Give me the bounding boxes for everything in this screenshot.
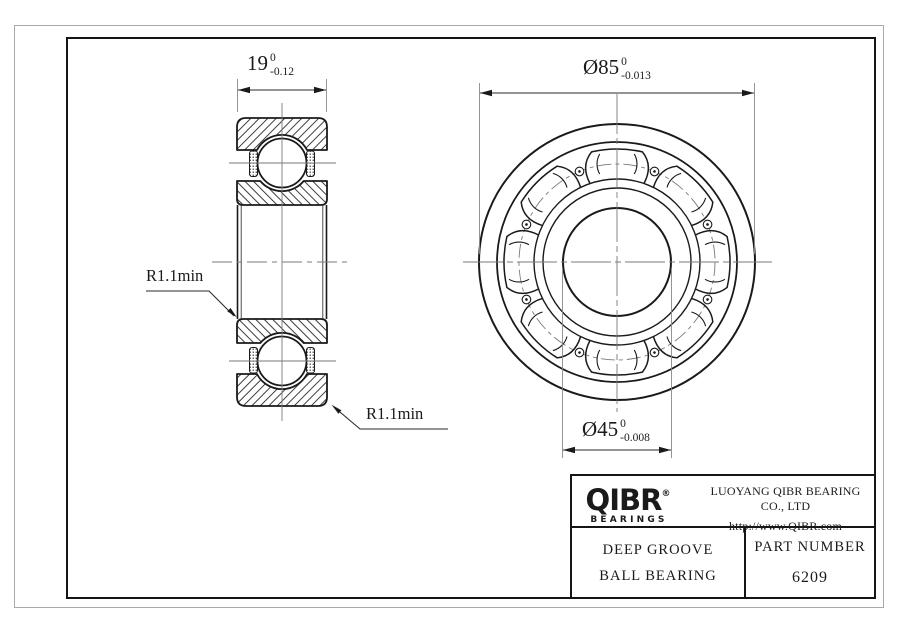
company-logo xyxy=(582,481,674,525)
company-info xyxy=(700,484,871,534)
radius-label-bottom: R1.1min xyxy=(366,404,424,423)
part-number-value: 6209 xyxy=(792,568,828,586)
front-view xyxy=(463,94,772,412)
dimension-width-tolerance: 0 -0.12 xyxy=(270,52,294,78)
product-name-line1: DEEP GROOVE xyxy=(602,541,714,558)
leader-radius-top xyxy=(146,291,237,317)
company-name: LUOYANG QIBR BEARING CO., LTD xyxy=(710,484,861,513)
cross-section-view xyxy=(212,103,352,421)
logo-subtext: BEARINGS xyxy=(590,515,668,525)
logo-text: QIBR xyxy=(585,483,662,517)
dimension-bore-diameter-text xyxy=(582,418,650,444)
company-website: http://www.QIBR.com xyxy=(728,519,843,533)
part-number-label: PART NUMBER xyxy=(754,538,866,555)
part-number-cell xyxy=(744,528,874,597)
title-block-header xyxy=(572,476,874,533)
dimension-od-value: Ø85 xyxy=(583,55,620,79)
dimension-width-text xyxy=(247,52,294,78)
title-block xyxy=(570,474,876,599)
registered-mark: ® xyxy=(661,489,671,499)
dimension-width-value: 19 xyxy=(247,51,268,75)
product-name-line2: BALL BEARING xyxy=(599,567,717,584)
dimension-outer-diameter-text xyxy=(583,56,651,82)
product-name-cell xyxy=(572,528,744,597)
dimension-bore-value: Ø45 xyxy=(582,417,619,441)
dimension-od-tolerance: 0 -0.013 xyxy=(621,56,651,82)
dimension-bore-tolerance: 0 -0.008 xyxy=(620,418,650,444)
radius-label-top: R1.1min xyxy=(146,266,204,285)
